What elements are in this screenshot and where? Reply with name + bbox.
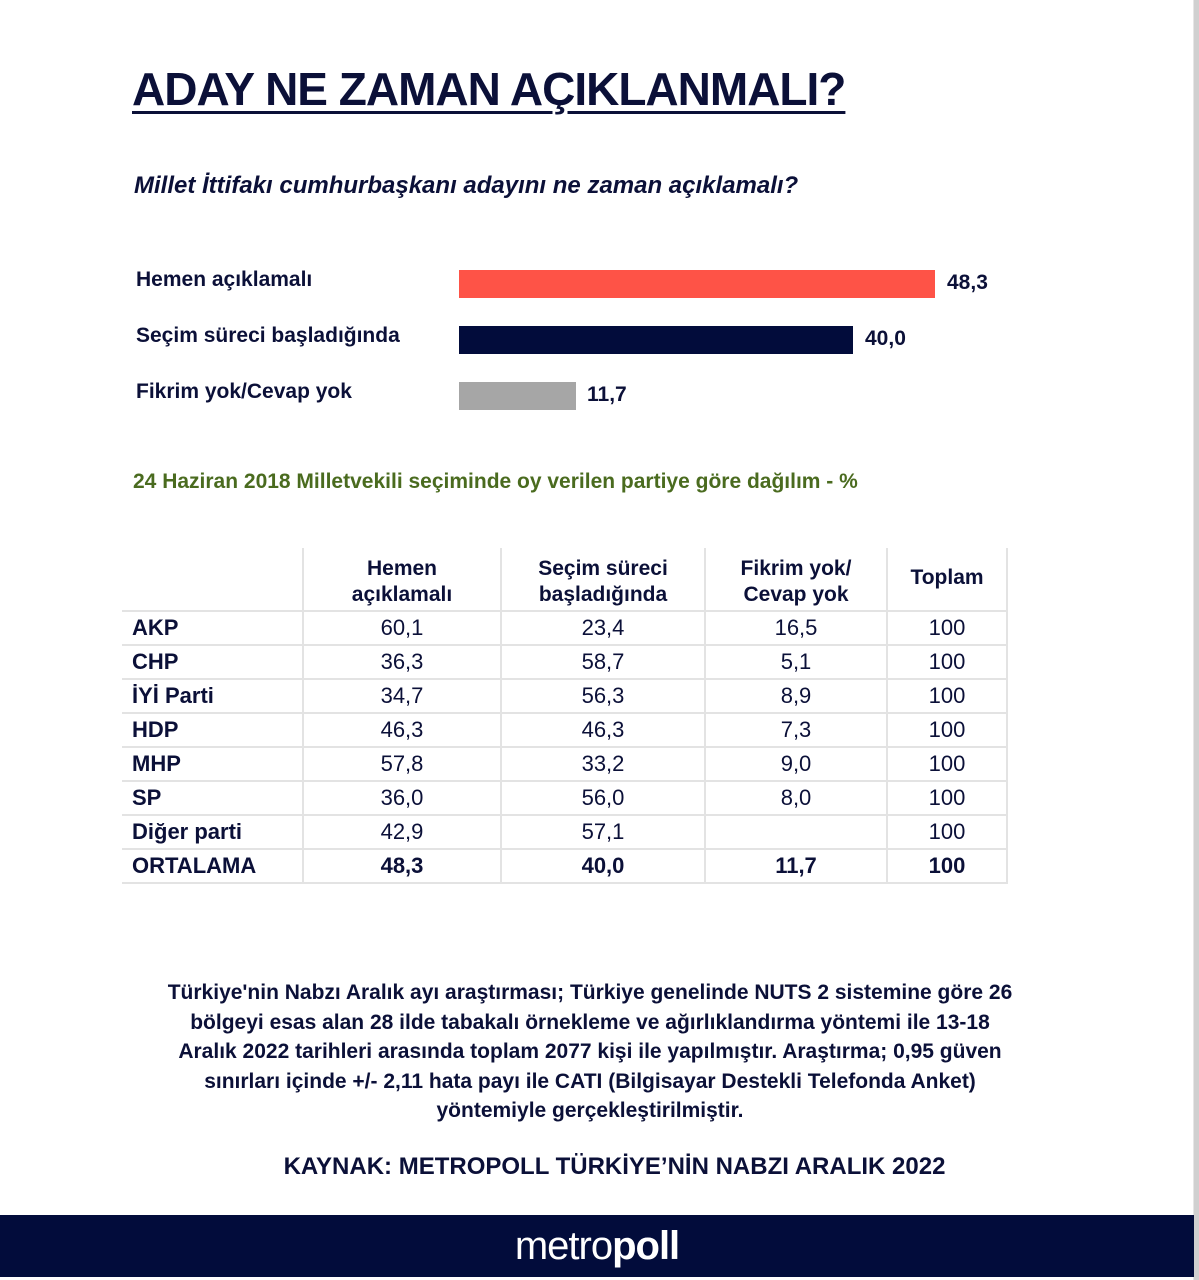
header-immediately: Hemen açıklamalı [303,548,501,611]
bar-chart [136,262,1036,430]
cell-total: 100 [887,849,1007,883]
cell-election-process: 33,2 [501,747,705,781]
cell-immediately: 60,1 [303,611,501,645]
table-caption: 24 Haziran 2018 Milletvekili seçiminde oy verilen partiye göre dağılım - % [133,470,858,493]
table-row [122,679,1007,713]
methodology-line: Türkiye'nin Nabzı Aralık ayı araştırması; Türkiye genelinde NUTS 2 sistemine göre 26 [167,981,1013,1004]
bar-immediately [459,270,935,298]
cell-total: 100 [887,781,1007,815]
cell-no-opinion: 11,7 [705,849,887,883]
bar-value: 48,3 [947,271,988,294]
table-row-average [122,849,1007,883]
header-election-process: Seçim süreci başladığında [501,548,705,611]
header-no-opinion: Fikrim yok/ Cevap yok [705,548,887,611]
cell-total: 100 [887,679,1007,713]
bar-value: 11,7 [587,383,627,406]
bar-label: Seçim süreci başladığında [136,324,400,347]
methodology-line: sınırları içinde +/- 2,11 hata payı ile CATI (Bilgisayar Destekli Telefonda Anket) [204,1069,976,1093]
cell-election-process: 58,7 [501,645,705,679]
cell-immediately: 34,7 [303,679,501,713]
bar-label: Fikrim yok/Cevap yok [136,380,352,403]
cell-immediately: 46,3 [303,713,501,747]
cell-no-opinion: 8,0 [705,781,887,815]
table-row [122,645,1007,679]
bar-row-no-opinion [136,374,1036,430]
page-edge [1193,0,1199,1280]
cell-no-opinion: 5,1 [705,645,887,679]
party-name: MHP [122,747,303,781]
party-name: Diğer parti [122,815,303,849]
cell-no-opinion: 7,3 [705,713,887,747]
cell-immediately: 36,3 [303,645,501,679]
table-header-row [122,548,1007,611]
methodology-line: bölgeyi esas alan 28 ilde tabakalı örnekleme ve ağırlıklandırma yöntemi ile 13-18 [190,1010,990,1034]
cell-total: 100 [887,747,1007,781]
header-total: Toplam [887,548,1007,611]
cell-no-opinion: 8,9 [705,679,887,713]
cell-election-process: 56,0 [501,781,705,815]
table-row [122,747,1007,781]
bar-election-process [459,326,853,354]
cell-no-opinion: 16,5 [705,611,887,645]
table-row [122,611,1007,645]
cell-election-process: 40,0 [501,849,705,883]
cell-immediately: 57,8 [303,747,501,781]
table-row [122,781,1007,815]
cell-no-opinion [705,815,887,849]
bar-row-election-process [136,318,1036,374]
source-credit: KAYNAK: METROPOLL TÜRKİYE’NİN NABZI ARALIK 2022 [283,1153,946,1180]
party-name: İYİ Parti [122,679,303,713]
cell-election-process: 57,1 [501,815,705,849]
methodology-line: yöntemiyle gerçekleştirilmiştir. [436,1099,744,1122]
table-row [122,815,1007,849]
cell-election-process: 23,4 [501,611,705,645]
metropoll-logo: metropoll [514,1223,680,1268]
party-name: CHP [122,645,303,679]
bar-no-opinion [459,382,576,410]
header-corner [122,548,303,611]
party-name: HDP [122,713,303,747]
cell-no-opinion: 9,0 [705,747,887,781]
bar-value: 40,0 [865,327,906,350]
methodology-note [90,978,1090,1126]
party-breakdown-table [122,548,1008,884]
cell-immediately: 48,3 [303,849,501,883]
party-name: AKP [122,611,303,645]
cell-election-process: 46,3 [501,713,705,747]
page-title: ADAY NE ZAMAN AÇIKLANMALI? [132,63,846,115]
bar-label: Hemen açıklamalı [136,268,313,291]
cell-total: 100 [887,815,1007,849]
question-subtitle: Millet İttifakı cumhurbaşkanı adayını ne zaman açıklamalı? [134,172,799,199]
methodology-line: Aralık 2022 tarihleri arasında toplam 2077 kişi ile yapılmıştır. Araştırma; 0,95 güven [178,1040,1002,1063]
cell-total: 100 [887,611,1007,645]
bar-row-immediately [136,262,1036,318]
cell-immediately: 36,0 [303,781,501,815]
cell-election-process: 56,3 [501,679,705,713]
cell-total: 100 [887,645,1007,679]
footer-bar [0,1215,1194,1277]
cell-immediately: 42,9 [303,815,501,849]
table-row [122,713,1007,747]
party-name: SP [122,781,303,815]
cell-total: 100 [887,713,1007,747]
party-name: ORTALAMA [122,849,303,883]
